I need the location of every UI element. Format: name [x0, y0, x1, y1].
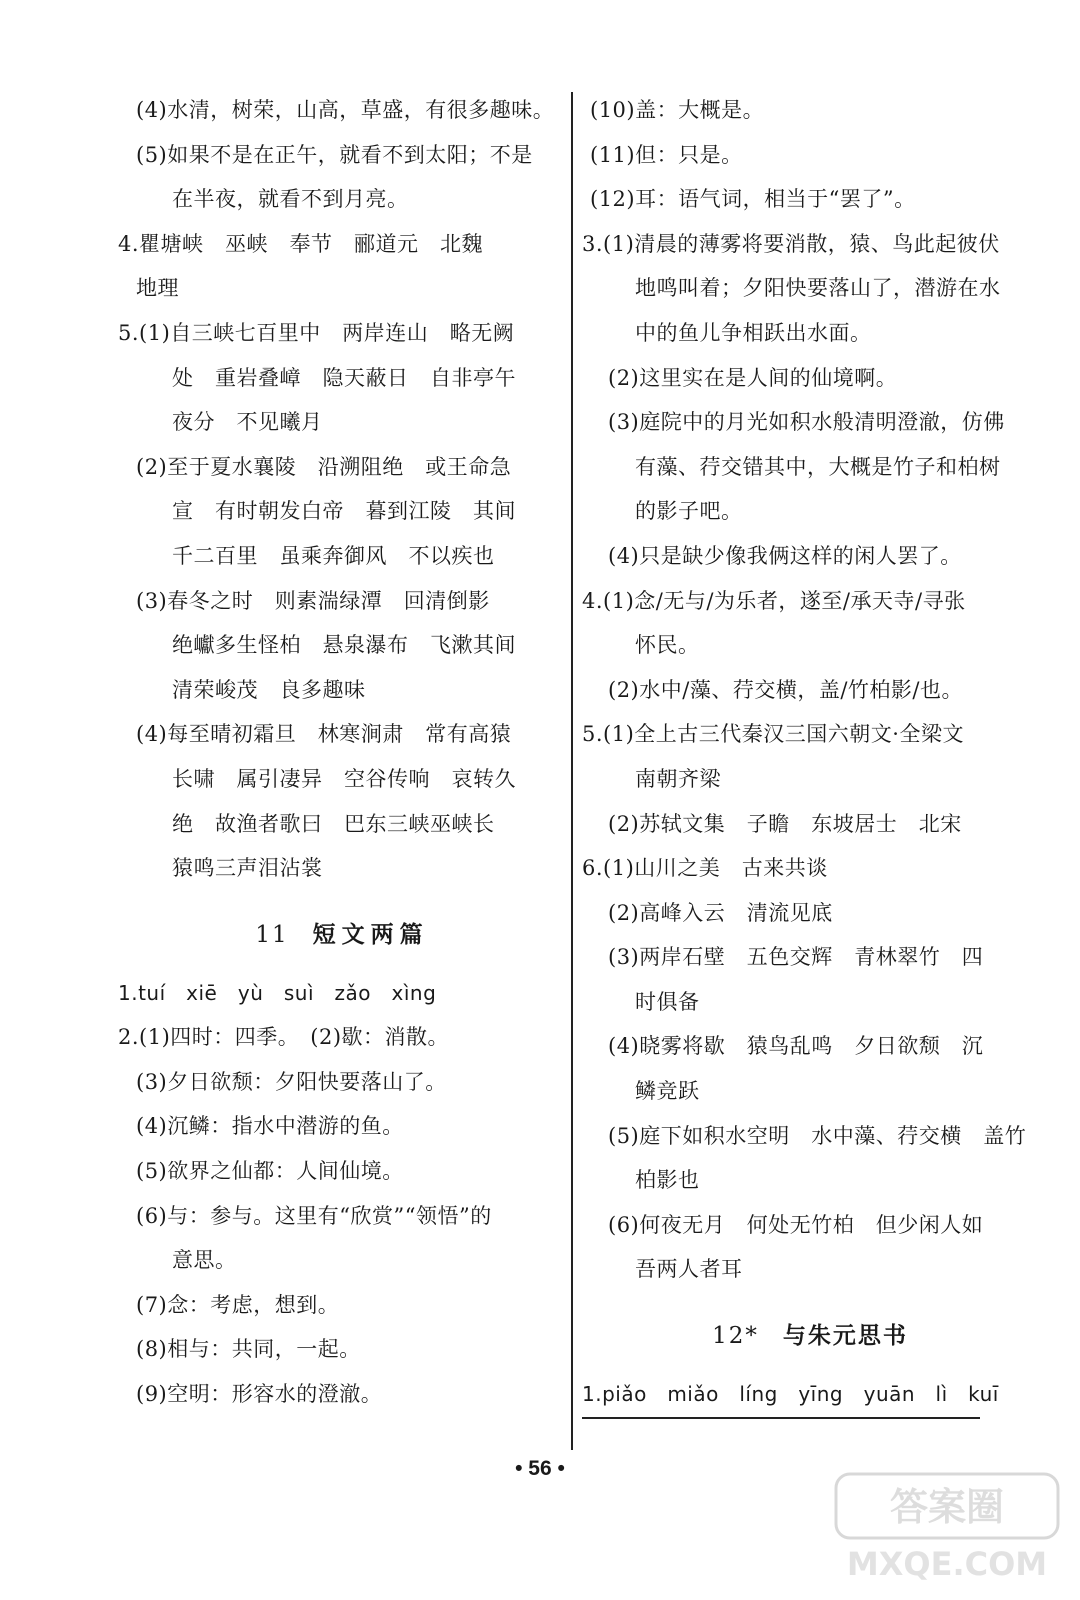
answer-line: 绝 故渔者歌曰 巴东三峡巫峡长	[172, 811, 495, 836]
pinyin-answer-line: 1.piǎo miǎo líng yīng yuān lì kuī	[582, 1372, 980, 1419]
watermark-logo	[832, 1470, 1062, 1590]
section-number: 12*	[712, 1323, 759, 1350]
answer-line: 鳞竞跃	[635, 1079, 700, 1104]
svg-text:答案圈: 答案圈	[889, 1485, 1005, 1529]
answer-line: (12)耳：语气词，相当于“罢了”。	[590, 187, 916, 212]
answer-line: 清荣峻茂 良多趣味	[172, 677, 366, 702]
answer-line: 2.(1)四时：四季。 (2)歇：消散。	[118, 1025, 450, 1050]
svg-text:MXQE.COM: MXQE.COM	[846, 1545, 1048, 1583]
answer-line: (2)水中/藻、荇交横，盖/竹柏影/也。	[608, 677, 963, 702]
answer-line: 地理	[136, 276, 179, 301]
answer-line: 3.(1)清晨的薄雾将要消散，猿、鸟此起彼伏	[582, 231, 1000, 256]
answer-line: 怀民。	[635, 633, 700, 658]
section-title-11	[118, 891, 566, 971]
answer-line: 意思。	[172, 1248, 237, 1273]
answer-line: (3)庭院中的月光如积水般清明澄澈，仿佛	[608, 410, 1005, 435]
answer-line: 4.(1)念/无与/为乐者，遂至/承天寺/寻张	[582, 588, 966, 613]
answer-line: (6)何夜无月 何处无竹柏 但少闲人如	[608, 1212, 984, 1237]
left-column	[118, 88, 566, 1417]
answer-line: 5.(1)全上古三代秦汉三国六朝文·全梁文	[582, 722, 964, 747]
section-heading: 短文两篇	[312, 920, 429, 948]
answer-line: 绝巘多生怪柏 悬泉瀑布 飞漱其间	[172, 633, 516, 658]
answer-line: 的影子吧。	[635, 499, 743, 524]
answer-line: (5)如果不是在正午，就看不到太阳；不是	[136, 142, 533, 167]
answer-line: 时俱备	[635, 989, 700, 1014]
answer-line: 猿鸣三声泪沾裳	[172, 856, 323, 881]
answer-line: 夜分 不见曦月	[172, 410, 323, 435]
answer-line: (4)每至晴初霜旦 林寒涧肃 常有高猿	[136, 722, 512, 747]
section-number: 11	[255, 921, 289, 948]
answer-line: (4)晓雾将歇 猿鸟乱鸣 夕日欲颓 沉	[608, 1034, 984, 1059]
answer-line: 千二百里 虽乘奔御风 不以疾也	[172, 543, 495, 568]
answer-line: (2)这里实在是人间的仙境啊。	[608, 365, 898, 390]
answer-line: 6.(1)山川之美 古来共谈	[582, 856, 828, 881]
answer-line: (7)念：考虑，想到。	[136, 1292, 340, 1317]
answer-line: 有藻、荇交错其中，大概是竹子和柏树	[635, 454, 1001, 479]
answer-line: (8)相与：共同，一起。	[136, 1337, 361, 1362]
answer-line: 5.(1)自三峡七百里中 两岸连山 略无阙	[118, 320, 515, 345]
answer-line: (11)但：只是。	[590, 142, 743, 167]
answer-line: (4)只是缺少像我俩这样的闲人罢了。	[608, 543, 962, 568]
answer-line: (4)沉鳞：指水中潜游的鱼。	[136, 1114, 404, 1139]
answer-line: (5)欲界之仙都：人间仙境。	[136, 1159, 404, 1184]
answer-line: 4.瞿塘峡 巫峡 奉节 郦道元 北魏	[118, 231, 484, 256]
answer-line: (3)夕日欲颓：夕阳快要落山了。	[136, 1069, 447, 1094]
right-column	[582, 88, 1030, 1419]
answer-line: 在半夜，就看不到月亮。	[172, 187, 409, 212]
answer-line: (9)空明：形容水的澄澈。	[136, 1382, 383, 1407]
answer-line: 南朝齐梁	[635, 766, 721, 791]
answer-line: (3)春冬之时 则素湍绿潭 回清倒影	[136, 588, 490, 613]
section-title-12	[590, 1292, 1030, 1372]
answer-line: 柏影也	[635, 1168, 700, 1193]
answer-line: 长啸 属引凄异 空谷传响 哀转久	[172, 766, 516, 791]
pinyin-answer-line: 1.tuí xiē yù suì zǎo xìng	[118, 980, 437, 1005]
answer-line: 处 重岩叠嶂 隐天蔽日 自非亭午	[172, 365, 516, 390]
answer-line: 中的鱼儿争相跃出水面。	[635, 320, 872, 345]
answer-line: (2)至于夏水襄陵 沿溯阻绝 或王命急	[136, 454, 512, 479]
answer-line: 地鸣叫着；夕阳快要落山了，潜游在水	[635, 276, 1001, 301]
answer-line: 宣 有时朝发白帝 暮到江陵 其间	[172, 499, 516, 524]
answer-line: (10)盖：大概是。	[590, 98, 765, 122]
column-divider	[571, 92, 573, 1450]
answer-line: (5)庭下如积水空明 水中藻、荇交横 盖竹	[608, 1123, 1027, 1148]
answer-line: (4)水清，树荣，山高，草盛，有很多趣味。	[136, 98, 555, 122]
answer-line: (2)高峰入云 清流见底	[608, 900, 833, 925]
page-number: • 56 •	[515, 1457, 565, 1480]
watermark-logo-icon	[832, 1470, 1062, 1590]
answer-line: 吾两人者耳	[635, 1257, 743, 1282]
answer-line: (3)两岸石壁 五色交辉 青林翠竹 四	[608, 945, 984, 970]
section-heading: 与朱元思书	[782, 1322, 908, 1350]
answer-line: (2)苏轼文集 子瞻 东坡居士 北宋	[608, 811, 962, 836]
answer-line: (6)与：参与。这里有“欣赏”“领悟”的	[136, 1203, 492, 1228]
